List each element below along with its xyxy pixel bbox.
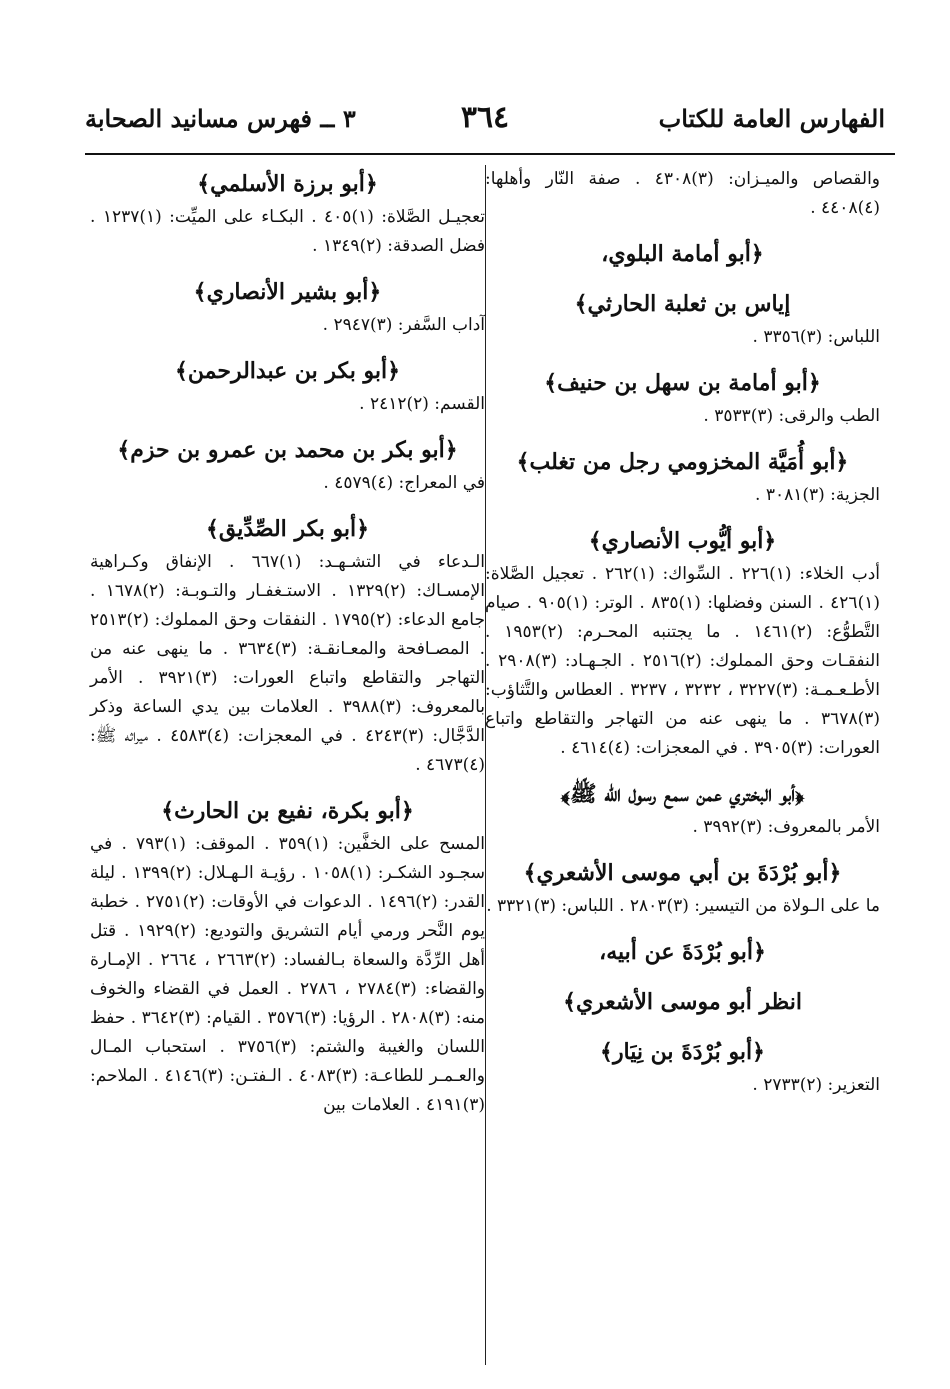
right-column (485, 165, 880, 1100)
entry-references: أدب الخلاء: (١)٢٢٦ . السِّواك: (١)٢٦٢ . تعجيل الصَّلاة: (١)٤٢٦ . السنن وفضلها: (١)٨٣٥ . الوتر: (١)٩٠٥ . صيام التَّطوُّع: (٢)١٤٦١ . ما يجتنبه المحـرم: (٢)١٩٥٣ . النفقـات وحق المملوك: (٢)٢٥١٦ . الجـهـاد: (٣)٢٩٠٨ . الأطـعـمـة: (٣)٣٢٢٧ ، ٣٢٣٢ ، ٣٢٣٧ . العطاس والتَّثاؤب: (٣)٣٦٧٨ . ما ينهى عنه من التهاجر والتقاطع واتباع العورات: (٣)٣٩٠٥ . في المعجزات: (٤)٤٦١٤ . (485, 564, 881, 758)
entry-references: الـدعاء في التشـهـد: (١)٦٦٧ . الإنفاق وكـراهية الإمسـاك: (٢)١٣٢٩ . الاستـغفـار والتـوبـة: (٢)١٦٧٨ . جامع الدعاء: (٢)١٧٩٥ . النفقات وحق المملوك: (٢)٢٥١٣ . المصـافحة والمعـانقـة: (٣)٣٦٣٤ . ما ينهى عنه من التهاجر والتقاطع واتباع العورات: (٣)٣٩٢١ . الأمر بالمعروف: (٣)٣٩٨٨ . العلامات بين يدي الساعة وذكر الدَّجَّال: (٣)٤٢٤٣ . في المعجزات: (٤)٤٥٨٣ . ميراثه ﷺ: (٤)٤٦٧٣ . (90, 552, 486, 775)
entry-references: والقصاص والميـزان: (٣)٤٣٠٨ . صفة النّار وأهلها: (٤)٤٤٠٨ . (485, 169, 880, 218)
page-number: ٣٦٤ (460, 100, 510, 135)
entry-heading: ﴿أبو أمامة البلوي، (601, 241, 764, 267)
entry-heading: ﴿أبو برزة الأسلمي﴾ (197, 171, 378, 197)
book-index-title: الفهارس العامة للكتاب (658, 104, 885, 133)
entry-heading: ﴿أبو بكر بن محمد بن عمرو بن حزم﴾ (117, 437, 458, 463)
entry-references: ما على الـولاة من التيسير: (٣)٢٨٠٣ . اللباس: (٣)٣٣٢١ . (486, 896, 880, 916)
entry-references: في المعراج: (٤)٤٥٧٩ . (323, 473, 485, 493)
entry-references: اللباس: (٣)٣٣٥٦ . (752, 327, 880, 347)
entry-heading: ﴿أبو بشير الأنصاري﴾ (193, 279, 382, 305)
running-head (85, 100, 885, 150)
entry-heading: ﴿أبو بكرة، نفيع بن الحارث﴾ (161, 798, 414, 824)
entry-heading: انظر أبو موسى الأشعري﴾ (563, 989, 802, 1015)
section-title: ٣ ــ فهرس مسانيد الصحابة (85, 104, 356, 133)
entry-references: التعزير: (٢)٢٧٣٣ . (752, 1075, 880, 1095)
entry-heading: ﴿أبو بُرْدَةَ بن أبي موسى الأشعري﴾ (523, 860, 842, 886)
entry-references: تعجيـل الصَّلاة: (١)٤٠٥ . البكـاء على الميِّت: (١)١٢٣٧ . فضل الصدقة: (٢)١٣٤٩ . (90, 207, 486, 256)
entry-references: الجزية: (٣)٣٠٨١ . (755, 485, 880, 505)
entry-heading: ﴿أبو بكر الصِّدِّيق﴾ (205, 516, 370, 542)
entry-references: الأمر بالمعروف: (٣)٣٩٩٢ . (692, 817, 880, 837)
header-rule (85, 153, 895, 155)
entry-references: الطب والرقى: (٣)٣٥٣٣ . (703, 406, 880, 426)
entry-heading: ﴿أبو بُرْدَةَ بن نِيَار﴾ (600, 1039, 765, 1065)
entry-heading: ﴿أبو بُرْدَةَ عن أبيه، (599, 939, 766, 965)
entry-heading: ﴿أبو أُمَيَّة المخزومي رجل من تغلب﴾ (516, 449, 849, 475)
entry-heading: إياس بن ثعلبة الحارثي﴾ (574, 291, 791, 317)
entry-heading: ﴿أبو أيُّوب الأنصاري﴾ (588, 528, 777, 554)
left-column (90, 165, 485, 1120)
entry-heading: ﴿أبو بكر بن عبدالرحمن﴾ (175, 358, 400, 384)
entry-references: القسم: (٢)٢٤١٢ . (359, 394, 485, 414)
entry-references: آداب السَّفر: (٣)٢٩٤٧ . (322, 315, 485, 335)
entry-heading: ﴿أبو أمامة بن سهل بن حنيف﴾ (544, 370, 821, 396)
entry-heading: ﴿أبو البختري عمن سمع رسول الله ﷺ﴾ (561, 781, 804, 807)
entry-references: المسح على الخفَّين: (١)٣٥٩ . الموقف: (١)٧٩٣ . في سجـود الشكـر: (١)١٠٥٨ . رؤيـة الـهـلال: (٢)١٣٩٩ . ليلة القدر: (٢)١٤٩٦ . الدعوات في الأوقات: (٢)٢٧٥١ . خطبة يوم النَّحر ورمي أيام التشريق والتوديع: (٢)١٩٢٩ . قتل أهل الرِّدَّة والسعاة بـالفساد: (٢)٢٦٦٣ ، ٢٦٦٤ . الإمـارة والقضاء: (٣)٢٧٨٤ ، ٢٧٨٦ . العمل في القضاء والخوف منه: (٣)٢٨٠٨ . الرؤيا: (٣)٣٥٧٦ . القيام: (٣)٣٦٤٢ . حفظ اللسان والغيبة والشتم: (٣)٣٧٥٦ . استحباب المـال والعـمـر للطاعـة: (٣)٤٠٨٣ . الـفتـن: (٣)٤١٤٦ . الملاحم: (٣)٤١٩١ . العلامات بين (90, 834, 486, 1115)
